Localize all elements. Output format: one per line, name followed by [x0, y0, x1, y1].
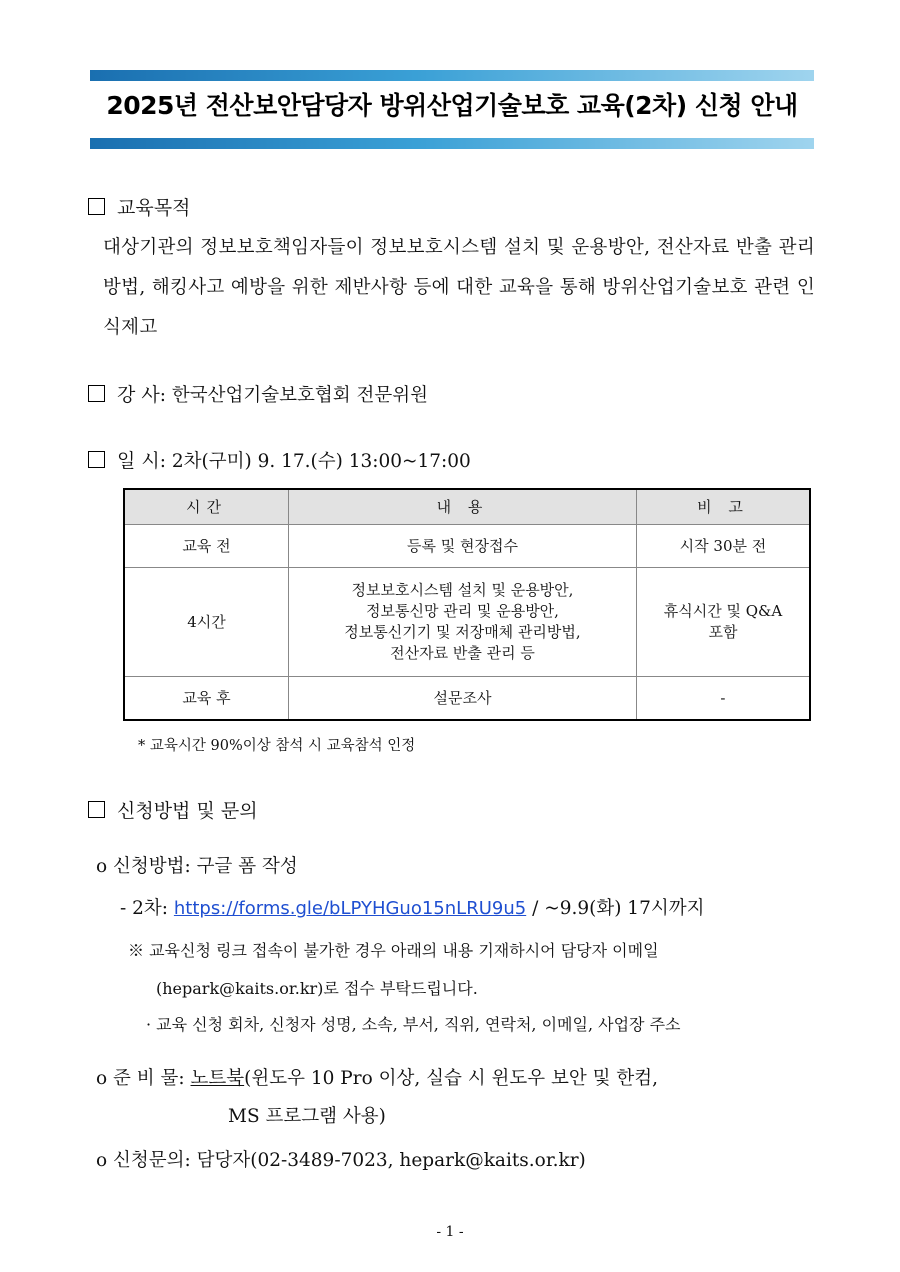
round-prefix: - 2차: — [120, 898, 174, 919]
apply-round-line — [120, 894, 704, 920]
prep-line-2: MS 프로그램 사용) — [228, 1106, 386, 1127]
page-number: - 1 - — [436, 1224, 464, 1240]
checkbox-square-icon — [88, 451, 105, 468]
section-heading: 강 사 — [117, 384, 160, 406]
prep-label: o 준 비 물: — [96, 1068, 191, 1089]
schedule-table — [123, 488, 811, 721]
header-content: 내 용 — [289, 489, 637, 525]
checkbox-square-icon — [88, 801, 105, 818]
section-apply — [88, 796, 258, 823]
contact-label: o 신청문의: — [96, 1150, 197, 1171]
cell-note: - — [636, 677, 810, 721]
cell-time: 교육 전 — [124, 525, 289, 568]
cell-time: 교육 후 — [124, 677, 289, 721]
content-line: 정보통신망 관리 및 운용방안, — [365, 602, 559, 620]
checkbox-square-icon — [88, 385, 105, 402]
instructor-value: : 한국산업기술보호협회 전문위원 — [159, 384, 428, 406]
table-row — [124, 568, 810, 677]
cell-note — [636, 568, 810, 677]
title-top-bar — [90, 70, 814, 81]
note-line: 포함 — [708, 623, 738, 641]
table-row — [124, 525, 810, 568]
contact-line — [96, 1146, 586, 1172]
cell-time: 4시간 — [124, 568, 289, 677]
prep-detail: (윈도우 10 Pro 이상, 실습 시 윈도우 보안 및 한컴, — [244, 1068, 658, 1089]
cell-content — [289, 568, 637, 677]
page-title: 2025년 전산보안담당자 방위산업기술보호 교육(2차) 신청 안내 — [106, 91, 798, 120]
notice-line-2: (hepark@kaits.or.kr)로 접수 부탁드립니다. — [156, 979, 478, 998]
content-line: 정보통신기기 및 저장매체 관리방법, — [344, 623, 581, 641]
section-heading: 일 시 — [117, 450, 160, 472]
table-footnote: * 교육시간 90%이상 참석 시 교육참석 인정 — [138, 738, 416, 754]
content-line: 정보보호시스템 설치 및 운용방안, — [351, 581, 574, 599]
header-note: 비 고 — [636, 489, 810, 525]
title-bottom-bar — [90, 138, 814, 149]
table-header-row — [124, 489, 810, 525]
contact-value: 담당자(02-3489-7023, hepark@kaits.or.kr) — [196, 1150, 586, 1171]
section-schedule — [88, 446, 471, 473]
content-line: 전산자료 반출 관리 등 — [390, 644, 535, 662]
schedule-value: : 2차(구미) 9. 17.(수) 13:00~17:00 — [159, 450, 471, 472]
section-heading: 신청방법 및 문의 — [117, 800, 258, 822]
notice-bullet: · 교육 신청 회차, 신청자 성명, 소속, 부서, 직위, 연락처, 이메일, 사업장 주소 — [146, 1015, 681, 1034]
prep-laptop: 노트북 — [190, 1068, 245, 1089]
header-time: 시간 — [124, 489, 289, 525]
table-row — [124, 677, 810, 721]
note-line: 휴식시간 및 Q&A — [663, 602, 783, 620]
section-instructor — [88, 380, 428, 407]
apply-method: o 신청방법: 구글 폼 작성 — [96, 856, 298, 877]
cell-note: 시작 30분 전 — [636, 525, 810, 568]
prep-line — [96, 1064, 658, 1090]
section-heading: 교육목적 — [117, 197, 191, 219]
notice-line-1: ※ 교육신청 링크 접속이 불가한 경우 아래의 내용 기재하시어 담당자 이메일 — [128, 941, 659, 960]
checkbox-square-icon — [88, 198, 105, 215]
cell-content: 등록 및 현장접수 — [289, 525, 637, 568]
purpose-text: 대상기관의 정보보호책임자들이 정보보호시스템 설치 및 운용방안, 전산자료 반출 관리방법, 해킹사고 예방을 위한 제반사항 등에 대한 교육을 통해 방위산업기술보호 관련 인식제고 — [103, 237, 815, 338]
cell-content: 설문조사 — [289, 677, 637, 721]
deadline-text: / ~9.9(화) 17시까지 — [526, 898, 705, 919]
section-purpose — [88, 193, 190, 220]
google-form-link[interactable]: https://forms.gle/bLPYHGuo15nLRU9u5 — [173, 898, 527, 919]
